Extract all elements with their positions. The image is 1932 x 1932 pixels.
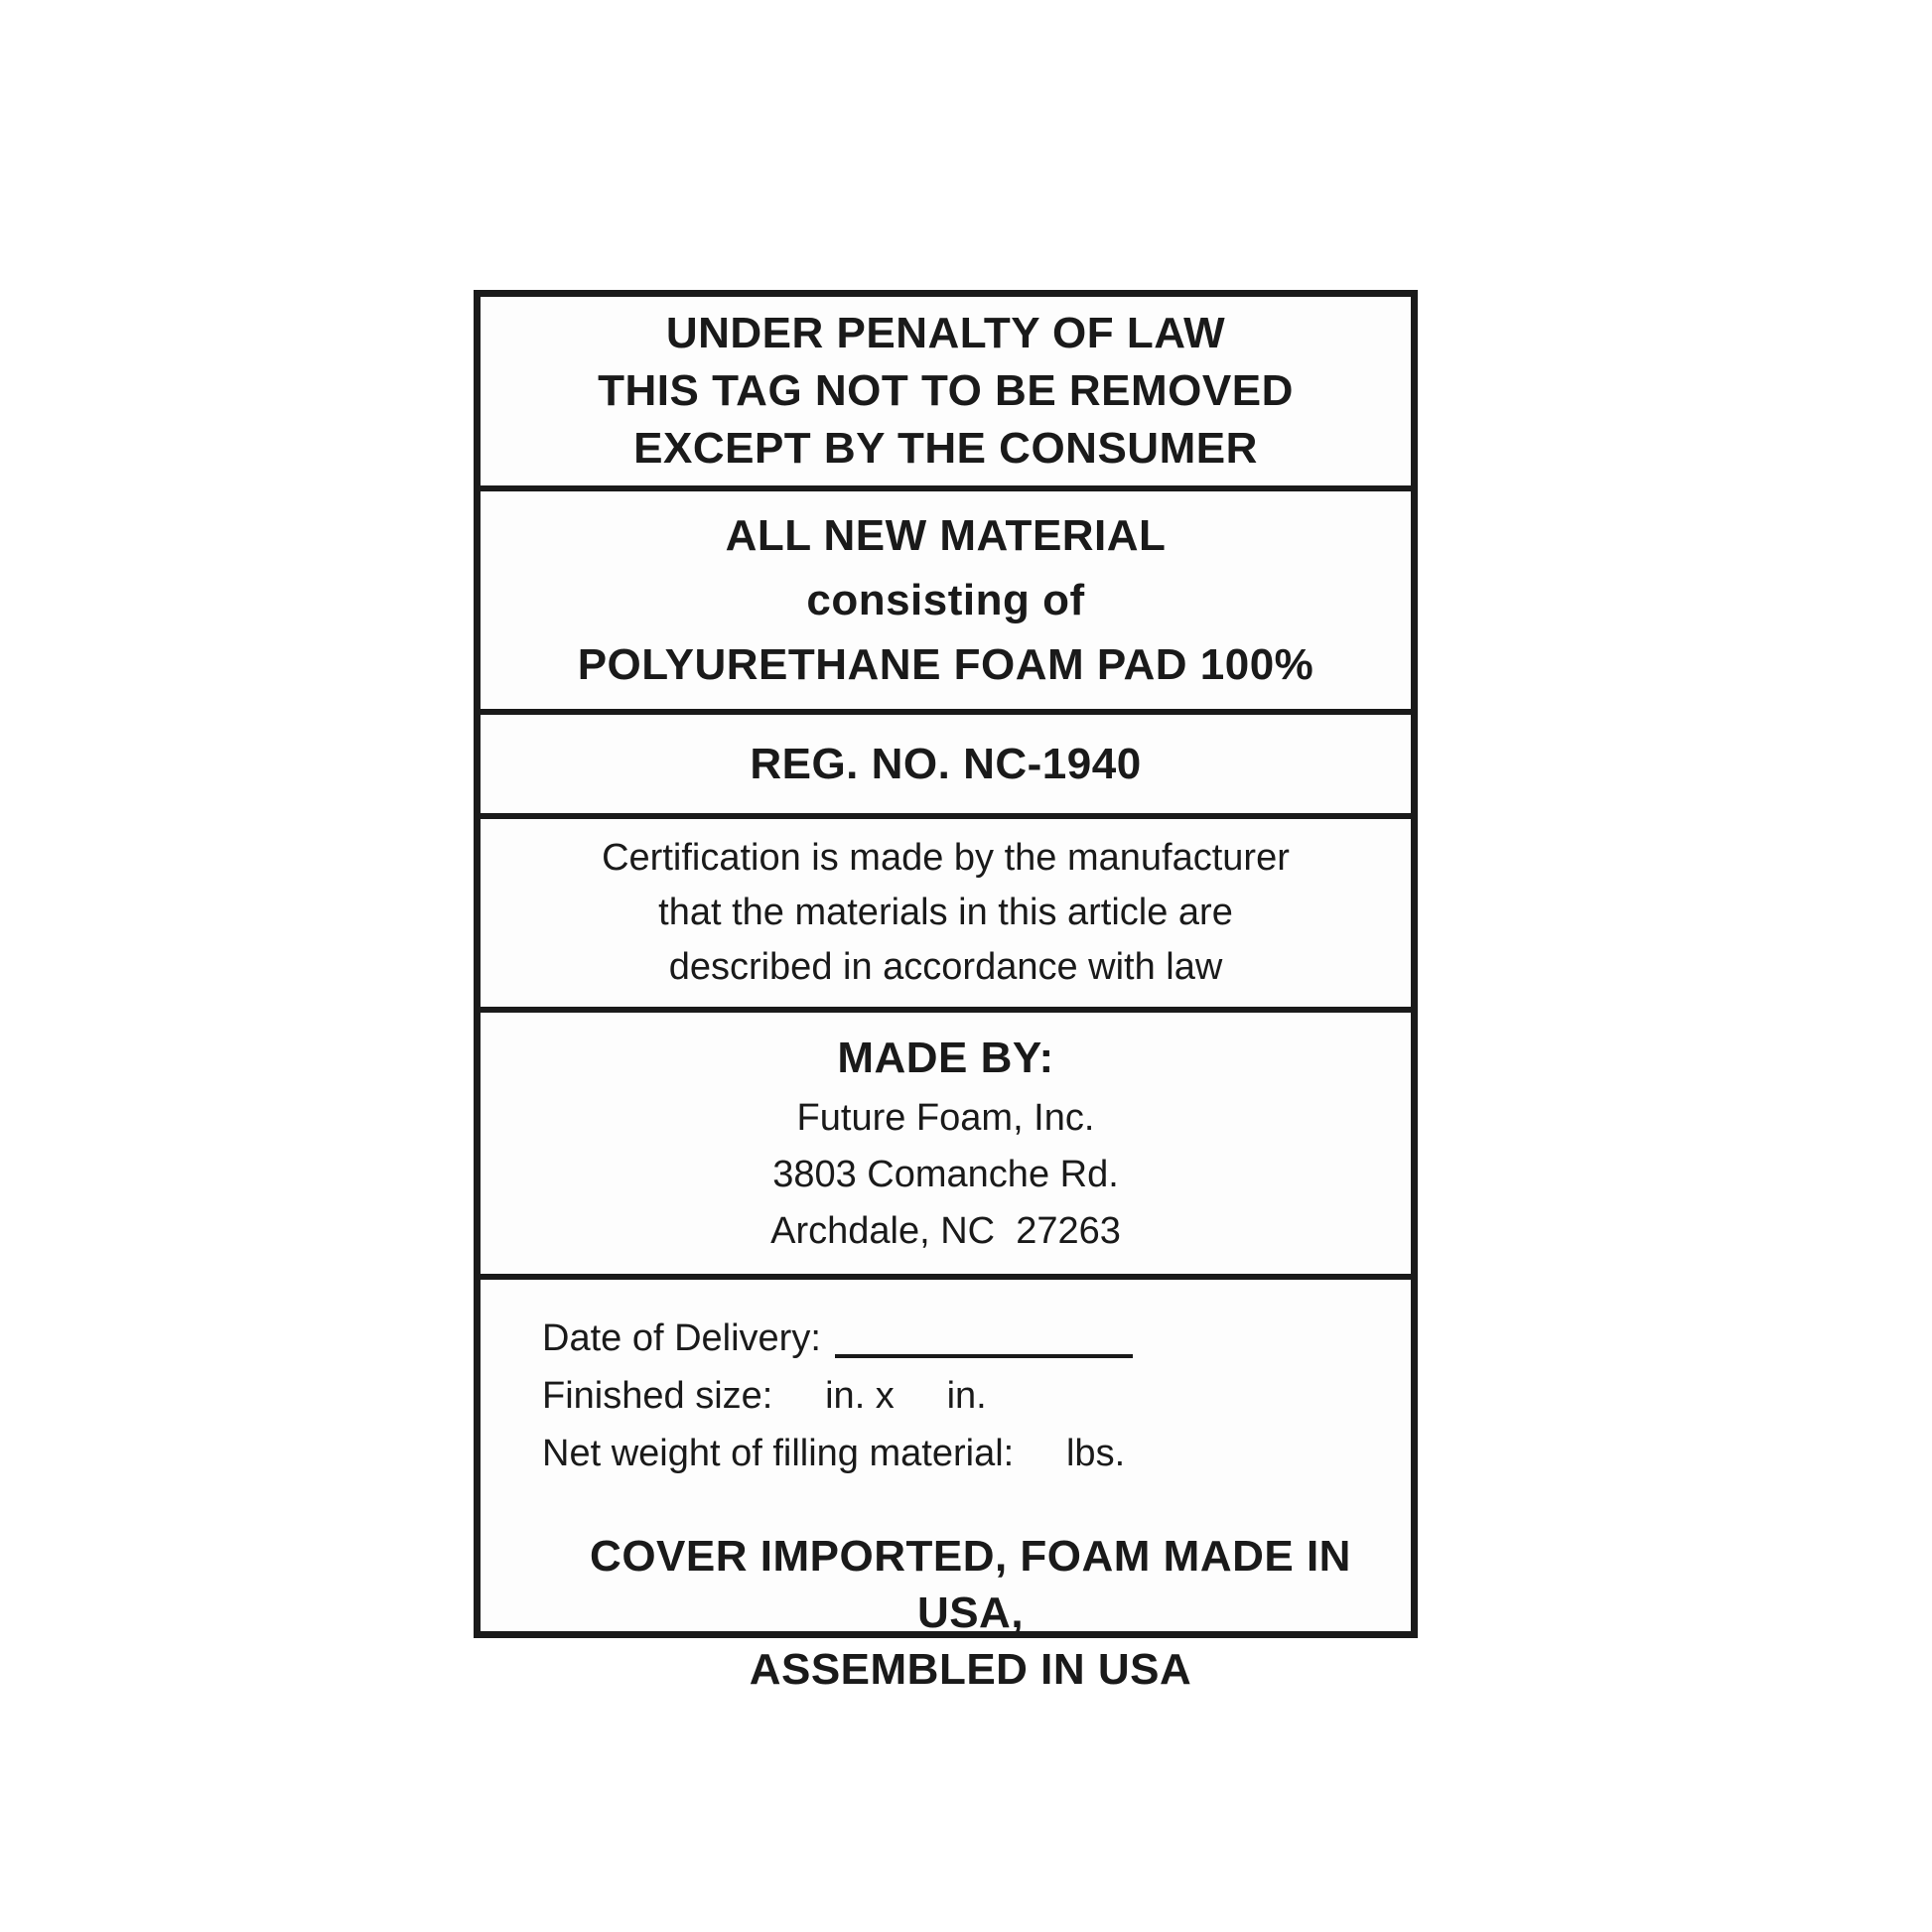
date-of-delivery-row — [542, 1310, 1133, 1367]
certification-line: Certification is made by the manufacturer — [602, 837, 1290, 879]
penalty-line: EXCEPT BY THE CONSUMER — [633, 424, 1258, 473]
registration-section — [481, 715, 1411, 819]
penalty-line: THIS TAG NOT TO BE REMOVED — [598, 366, 1294, 415]
manufacturer-name: Future Foam, Inc. — [796, 1097, 1095, 1139]
made-by-section — [481, 1013, 1411, 1280]
penalty-section — [481, 297, 1411, 491]
manufacturer-city-state-zip: Archdale, NC 27263 — [770, 1210, 1121, 1252]
penalty-line: UNDER PENALTY OF LAW — [665, 309, 1226, 357]
certification-line: that the materials in this article are — [658, 892, 1233, 933]
material-line: ALL NEW MATERIAL — [725, 511, 1167, 560]
material-section — [481, 491, 1411, 715]
made-by-heading: MADE BY: — [837, 1034, 1054, 1082]
date-of-delivery-label: Date of Delivery: — [542, 1317, 821, 1359]
date-of-delivery-blank — [835, 1354, 1133, 1358]
material-line: consisting of — [806, 576, 1085, 624]
finished-size-row: Finished size: in. x in. — [542, 1375, 987, 1417]
material-line: POLYURETHANE FOAM PAD 100% — [577, 640, 1314, 689]
certification-section — [481, 819, 1411, 1013]
origin-line: ASSEMBLED IN USA — [749, 1645, 1192, 1694]
details-section — [481, 1280, 1411, 1698]
origin-line: COVER IMPORTED, FOAM MADE IN USA, — [590, 1532, 1364, 1637]
certification-line: described in accordance with law — [668, 946, 1223, 988]
net-weight-row: Net weight of filling material: lbs. — [542, 1433, 1126, 1474]
law-label-tag — [474, 290, 1418, 1694]
origin-statement — [542, 1528, 1411, 1698]
manufacturer-street: 3803 Comanche Rd. — [772, 1154, 1119, 1195]
registration-number: REG. NO. NC-1940 — [750, 739, 1142, 788]
